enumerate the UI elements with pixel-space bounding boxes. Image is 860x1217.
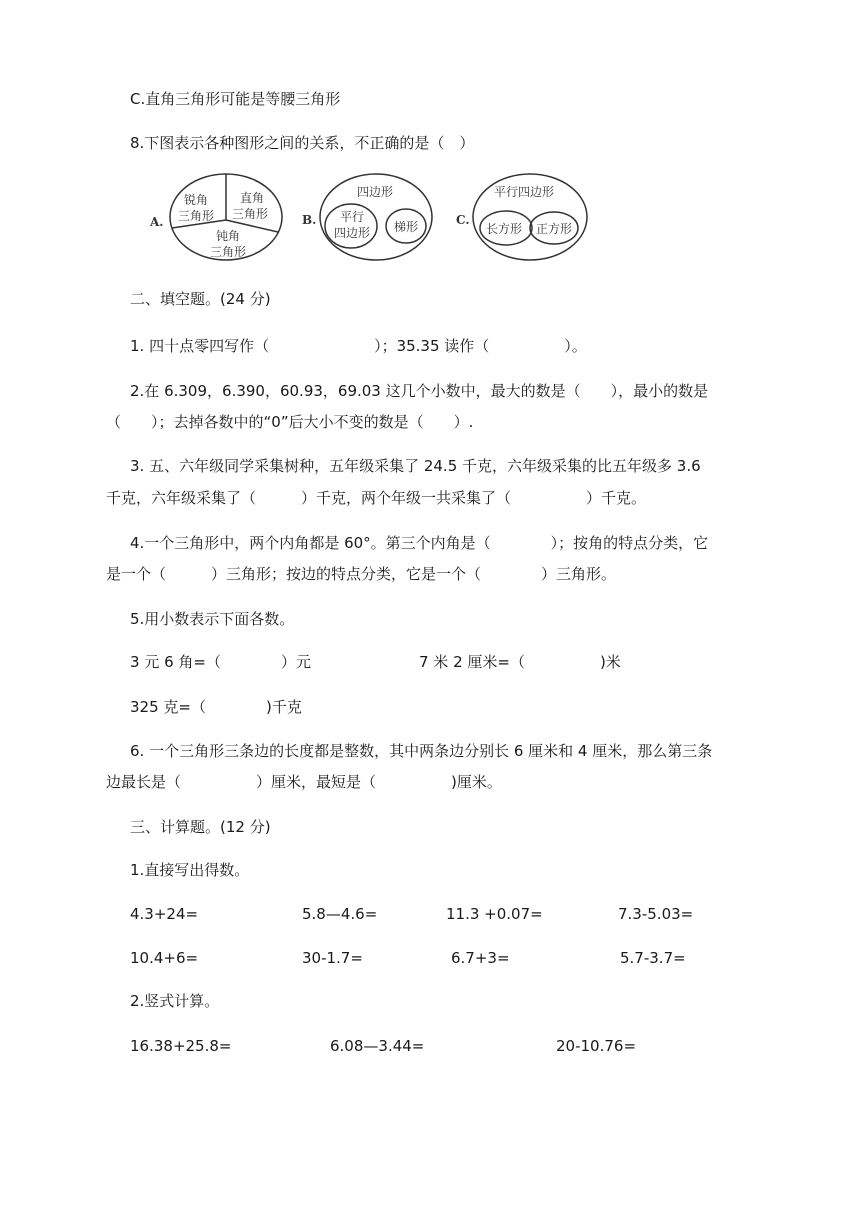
figure-c-square-label: 正方形 <box>536 222 573 236</box>
section2-q4-line1: 4.一个三角形中，两个内角都是 60°。第三个内角是（ ）；按角的特点分类，它 <box>130 534 709 552</box>
figure-c-rectangle-label: 长方形 <box>486 222 523 236</box>
calc-item: 6.08—3.44= <box>330 1037 425 1055</box>
section2-q5: 5.用小数表示下面各数。 <box>130 610 295 628</box>
calc-item: 10.4+6= <box>130 949 199 967</box>
figure-a-right-2: 三角形 <box>232 207 269 221</box>
figure-c-outer-label: 平行四边形 <box>494 185 555 199</box>
calc-row-1 <box>130 904 810 924</box>
q5-item-c: 325 克=（ )千克 <box>130 698 302 716</box>
calc-item: 4.3+24= <box>130 905 199 923</box>
section2-q6-line1: 6. 一个三角形三条边的长度都是整数，其中两条边分别长 6 厘米和 4 厘米，那么第三条 <box>130 742 713 760</box>
calc-item: 5.7-3.7= <box>620 949 686 967</box>
section2-q4-line2: 是一个（ ）三角形；按边的特点分类，它是一个（ ）三角形。 <box>106 565 617 583</box>
figure-b-parallel-1: 平行 <box>340 210 365 224</box>
section3-q2: 2.竖式计算。 <box>130 992 220 1010</box>
calc-item: 11.3 +0.07= <box>446 905 543 923</box>
figure-a-right-1: 直角 <box>240 191 265 205</box>
figure-a-obtuse-2: 三角形 <box>210 245 247 259</box>
figure-a-acute-2: 三角形 <box>178 209 215 223</box>
figure-b-parallel-2: 四边形 <box>334 226 371 240</box>
q8-figures <box>0 168 860 268</box>
q5-item-b: 7 米 2 厘米=（ )米 <box>419 653 621 671</box>
section2-q3-line2: 千克，六年级采集了（ ）千克，两个年级一共采集了（ ）千克。 <box>106 489 647 507</box>
section2-q2-line1: 2.在 6.309，6.390，60.93，69.03 这几个小数中，最大的数是（ ），最小的数是 <box>130 382 709 400</box>
figure-a-obtuse-1: 钝角 <box>216 229 241 243</box>
figure-b-letter: B. <box>302 213 317 227</box>
calc-item: 7.3-5.03= <box>618 905 694 923</box>
section2-q5-row1 <box>130 652 810 672</box>
calc-item: 5.8—4.6= <box>302 905 378 923</box>
calc-item: 20-10.76= <box>556 1037 637 1055</box>
section3-q1: 1.直接写出得数。 <box>130 861 250 879</box>
section3-title: 三、计算题。(12 分) <box>130 818 271 836</box>
section2-q6-line2: 边最长是（ ）厘米，最短是（ )厘米。 <box>106 773 502 791</box>
section2-q2-line2: （ ）；去掉各数中的“0”后大小不变的数是（ ）. <box>106 413 474 431</box>
figure-a-letter: A. <box>150 215 164 229</box>
figure-c-letter: C. <box>456 213 470 227</box>
section2-title: 二、填空题。(24 分) <box>130 290 271 308</box>
calc-item: 30-1.7= <box>302 949 363 967</box>
section2-q1: 1. 四十点零四写作（ ）；35.35 读作（ ）。 <box>130 337 587 355</box>
section2-q3-line1: 3. 五、六年级同学采集树种，五年级采集了 24.5 千克，六年级采集的比五年级多 3.6 <box>130 457 701 475</box>
calc-item: 6.7+3= <box>451 949 510 967</box>
figure-b-outer-label: 四边形 <box>357 185 394 199</box>
calc-row-3 <box>130 1036 810 1056</box>
calc-row-2 <box>130 948 810 968</box>
q5-item-a: 3 元 6 角=（ ）元 <box>130 653 311 671</box>
figure-b-trapezoid-label: 梯形 <box>394 220 419 234</box>
q8-question: 8.下图表示各种图形之间的关系，不正确的是（ ） <box>130 134 475 152</box>
q7-option-c: C.直角三角形可能是等腰三角形 <box>130 90 341 108</box>
calc-item: 16.38+25.8= <box>130 1037 232 1055</box>
figure-a-acute-1: 锐角 <box>184 193 209 207</box>
